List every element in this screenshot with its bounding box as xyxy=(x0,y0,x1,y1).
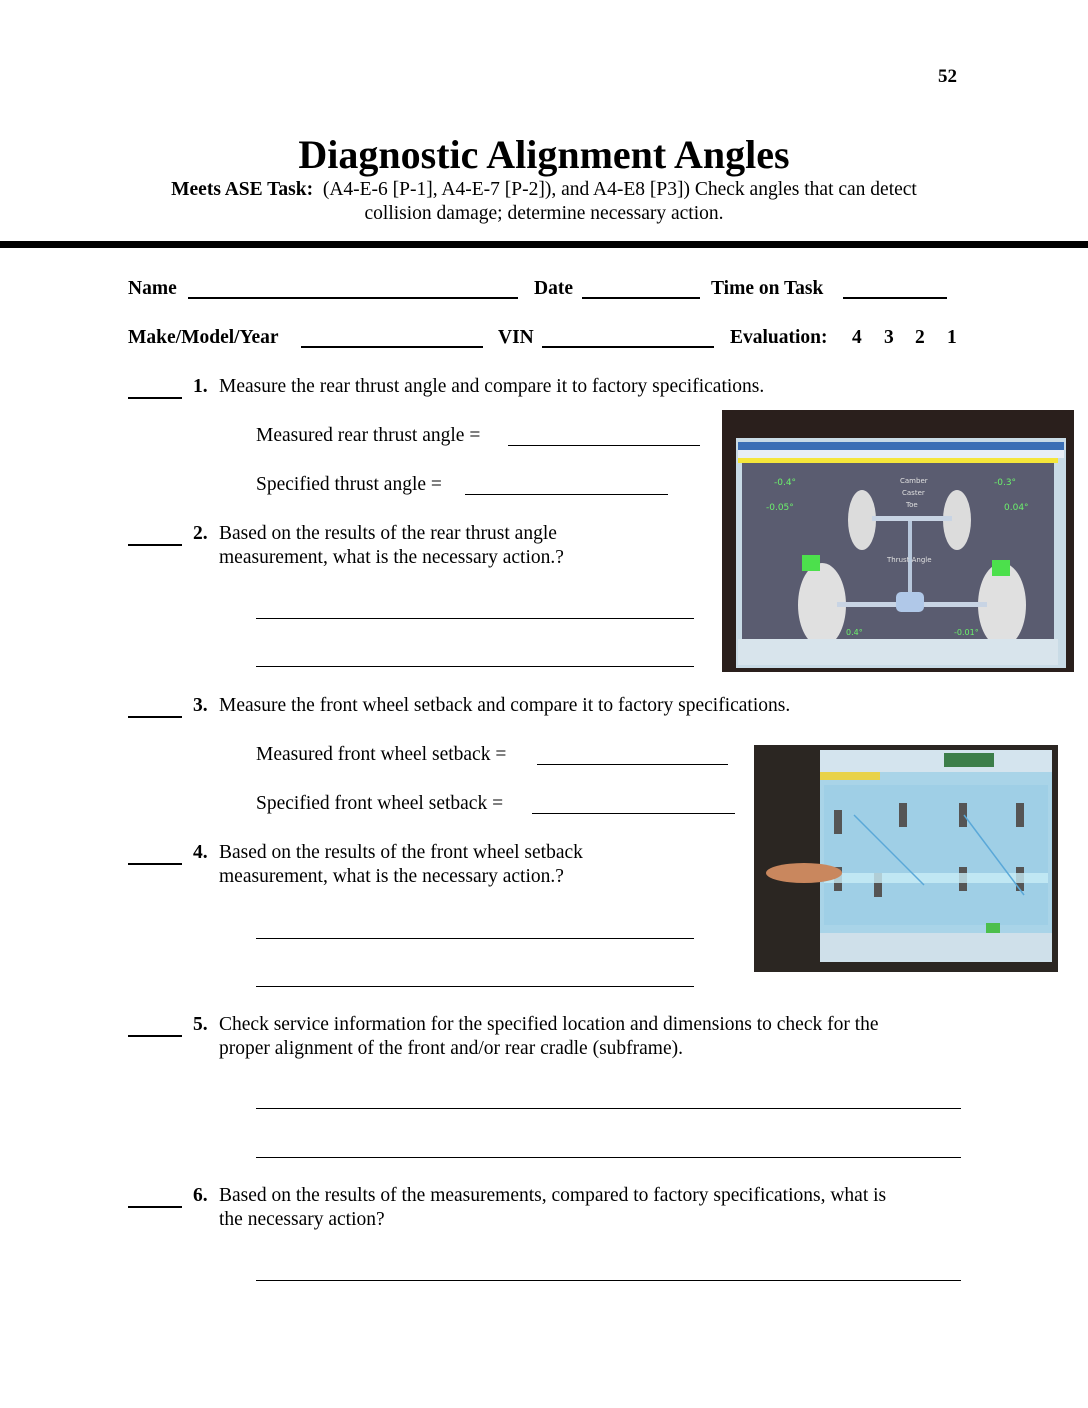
q3-check-blank[interactable] xyxy=(128,716,182,718)
q6-text-line-2: the necessary action? xyxy=(219,1209,385,1230)
ase-task-line-2: collision damage; determine necessary action. xyxy=(364,203,724,224)
q1-number: 1. xyxy=(193,376,208,397)
alignment-screen-photo-setback xyxy=(754,745,1058,972)
q5-answer-line-1[interactable] xyxy=(256,1108,961,1109)
photo-reading: -0.01° xyxy=(954,628,979,637)
q6-text-line-1: Based on the results of the measurements, compared to factory specifications, what is xyxy=(219,1185,887,1206)
photo-label: Toe xyxy=(906,501,918,509)
q6-check-blank[interactable] xyxy=(128,1206,182,1208)
q2-number: 2. xyxy=(193,523,208,544)
q4-text-line-1: Based on the results of the front wheel setback xyxy=(219,842,583,863)
page-number: 52 xyxy=(938,66,957,87)
q2-text-line-1: Based on the results of the rear thrust angle xyxy=(219,523,557,544)
q1-specified-label: Specified thrust angle = xyxy=(256,474,442,495)
photo-reading: 0.4° xyxy=(846,628,863,637)
q1-measured-field[interactable] xyxy=(508,445,700,446)
photo-label: Caster xyxy=(902,489,925,497)
q1-text: Measure the rear thrust angle and compare it to factory specifications. xyxy=(219,376,765,397)
q4-number: 4. xyxy=(193,842,208,863)
evaluation-label: Evaluation: xyxy=(730,327,828,348)
q4-answer-line-1[interactable] xyxy=(256,938,694,939)
evaluation-score-1[interactable]: 1 xyxy=(947,327,957,348)
q4-text-line-2: measurement, what is the necessary action.? xyxy=(219,866,564,887)
q3-measured-field[interactable] xyxy=(537,764,728,765)
make-model-year-field[interactable] xyxy=(301,346,483,348)
q3-specified-label: Specified front wheel setback = xyxy=(256,793,504,814)
page-title: Diagnostic Alignment Angles xyxy=(298,132,790,177)
q2-answer-line-2[interactable] xyxy=(256,666,694,667)
time-on-task-field[interactable] xyxy=(843,297,947,299)
q6-number: 6. xyxy=(193,1185,208,1206)
photo-reading: -0.3° xyxy=(994,478,1017,488)
ase-task-label: Meets ASE Task: xyxy=(171,179,314,200)
photo-reading: -0.05° xyxy=(766,503,794,513)
header-divider xyxy=(0,241,1088,248)
q1-check-blank[interactable] xyxy=(128,397,182,399)
vin-label: VIN xyxy=(498,327,534,348)
name-field[interactable] xyxy=(188,297,518,299)
ase-task-line-1 xyxy=(0,179,1088,201)
evaluation-score-4[interactable]: 4 xyxy=(852,327,862,348)
ase-task-text: (A4-E-6 [P-1], A4-E-7 [P-2]), and A4-E8 [P3]) Check angles that can detect xyxy=(322,179,917,200)
q5-text-line-2: proper alignment of the front and/or rear cradle (subframe). xyxy=(219,1038,684,1059)
q5-number: 5. xyxy=(193,1014,208,1035)
q1-measured-label: Measured rear thrust angle = xyxy=(256,425,481,446)
photo-label: Camber xyxy=(900,477,928,485)
photo-reading: -0.4° xyxy=(774,478,797,488)
date-label: Date xyxy=(534,278,573,299)
q5-text-line-1: Check service information for the specified location and dimensions to check for the xyxy=(219,1014,879,1035)
q5-check-blank[interactable] xyxy=(128,1035,182,1037)
alignment-screen-photo-thrust-angle xyxy=(722,410,1074,672)
q2-text-line-2: measurement, what is the necessary action.? xyxy=(219,547,564,568)
q4-answer-line-2[interactable] xyxy=(256,986,694,987)
date-field[interactable] xyxy=(582,297,700,299)
q2-check-blank[interactable] xyxy=(128,544,182,546)
q3-specified-field[interactable] xyxy=(532,813,735,814)
photo-reading: 0.04° xyxy=(1004,503,1029,513)
time-on-task-label: Time on Task xyxy=(711,278,824,299)
make-model-year-label: Make/Model/Year xyxy=(128,327,279,348)
vin-field[interactable] xyxy=(542,346,714,348)
q3-measured-label: Measured front wheel setback = xyxy=(256,744,507,765)
q3-text: Measure the front wheel setback and compare it to factory specifications. xyxy=(219,695,791,716)
q5-answer-line-2[interactable] xyxy=(256,1157,961,1158)
q3-number: 3. xyxy=(193,695,208,716)
q6-answer-line-1[interactable] xyxy=(256,1280,961,1281)
q1-specified-field[interactable] xyxy=(465,494,668,495)
photo-label: Thrust Angle xyxy=(887,556,932,564)
name-label: Name xyxy=(128,278,177,299)
q4-check-blank[interactable] xyxy=(128,863,182,865)
q2-answer-line-1[interactable] xyxy=(256,618,694,619)
evaluation-score-2[interactable]: 2 xyxy=(915,327,925,348)
evaluation-score-3[interactable]: 3 xyxy=(884,327,894,348)
